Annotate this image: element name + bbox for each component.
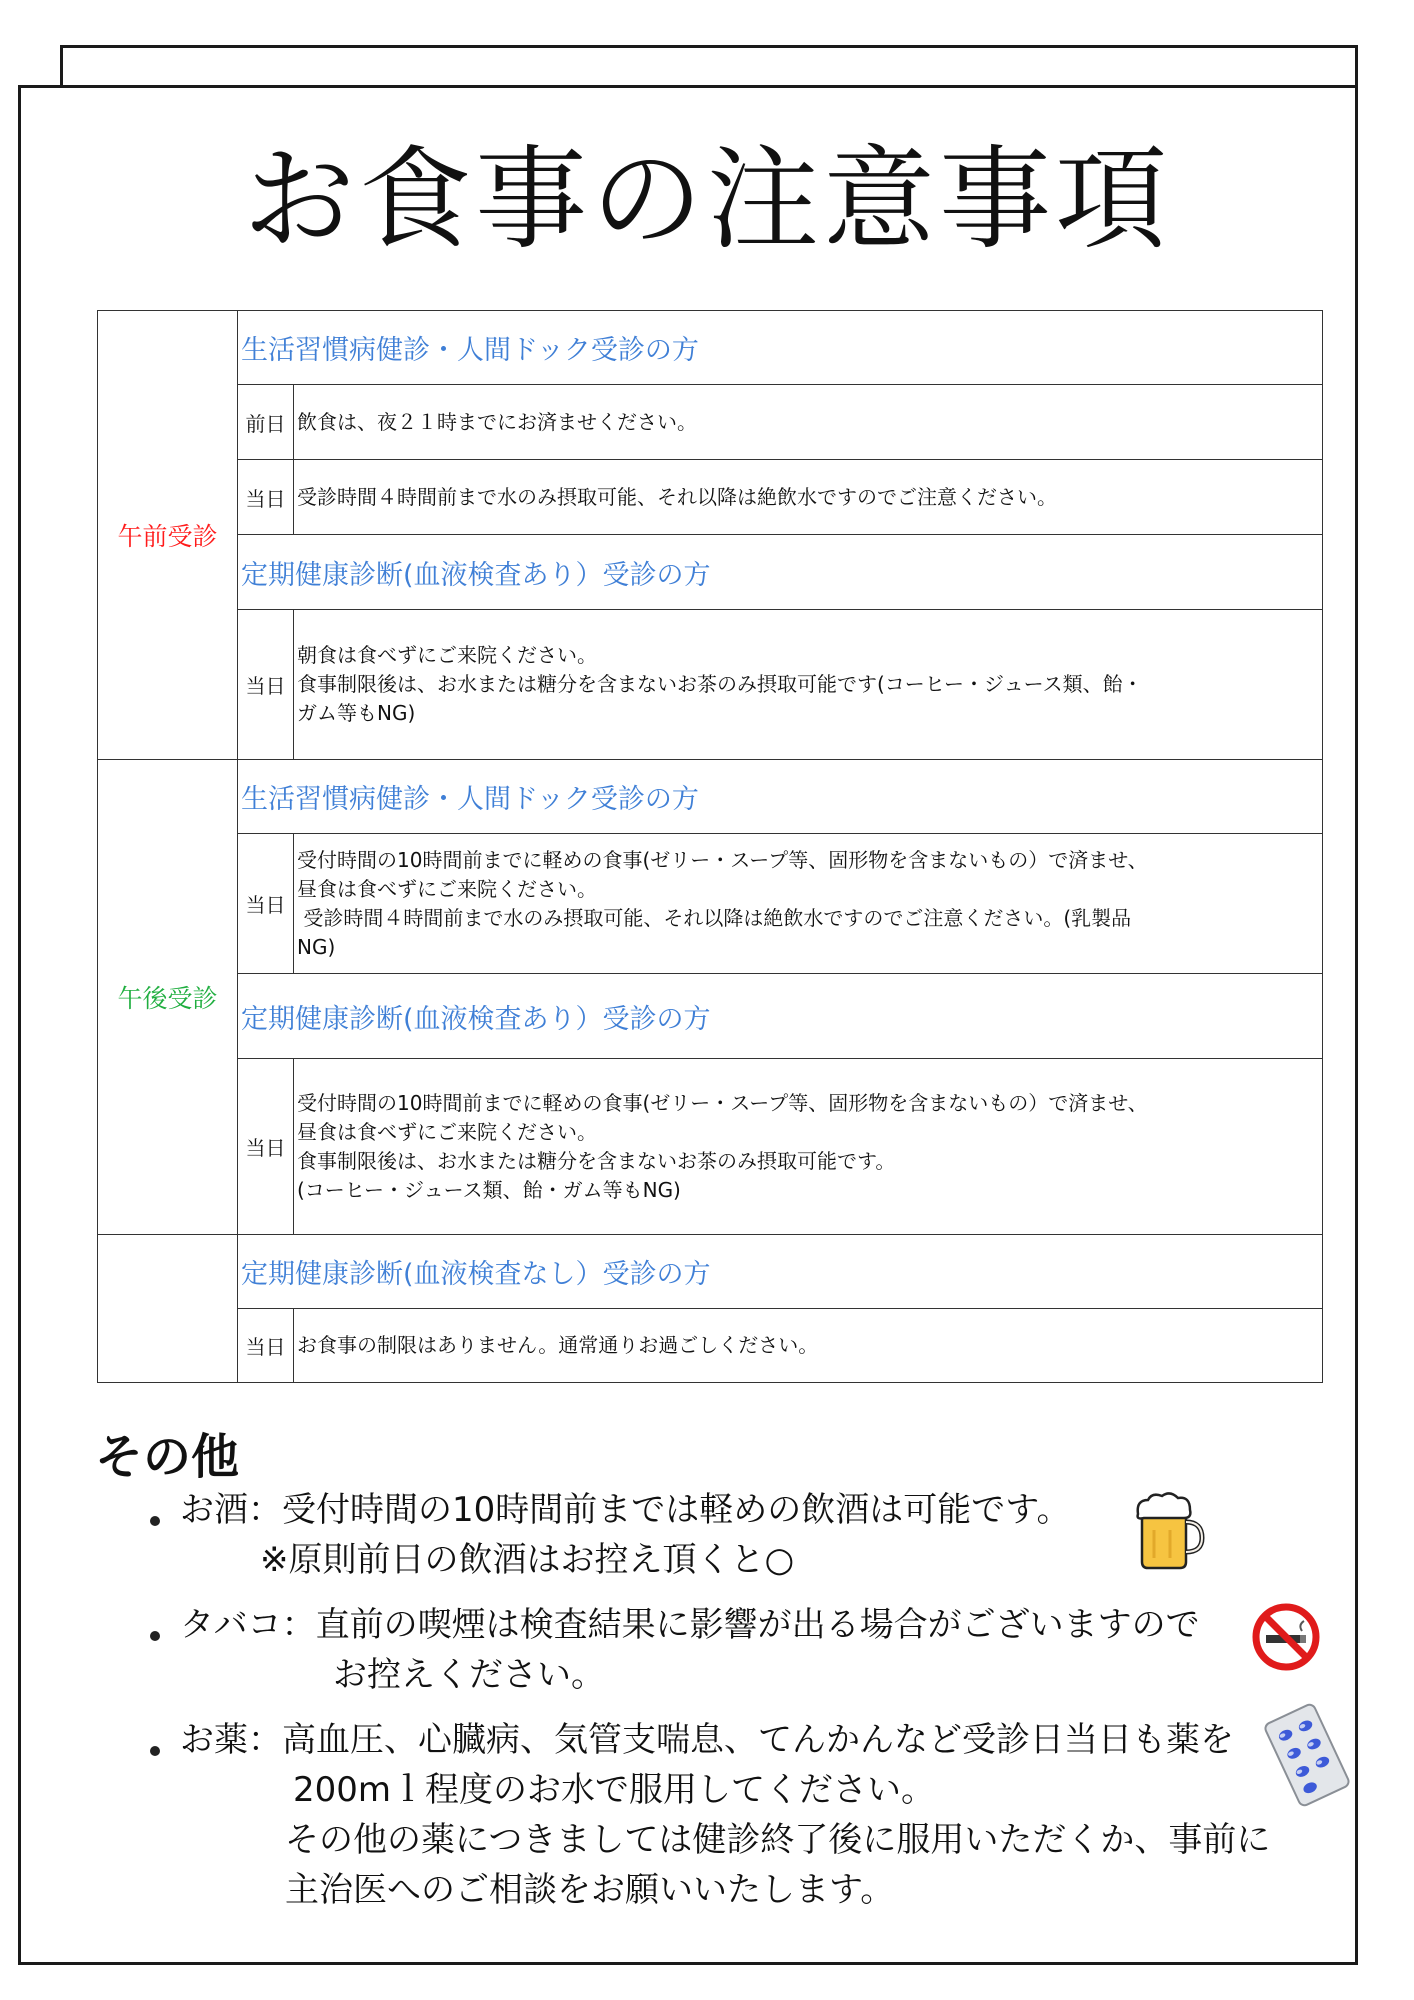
instruction-text: 朝食は食べずにご来院ください。 食事制限後は、お水または糖分を含まないお茶のみ摂取可能です(コーヒー・ジュース類、飴・ ガム等もNG) (294, 610, 1323, 760)
section-heading-row (98, 311, 1323, 385)
table-row (98, 1309, 1323, 1383)
day-label: 当日 (238, 460, 294, 535)
instruction-text: 受診時間４時間前まで水のみ摂取可能、それ以降は絶飲水ですのでご注意ください。 (294, 460, 1323, 535)
instruction-text: 受付時間の10時間前までに軽めの食事(ゼリー・スープ等、固形物を含まないもの）で済ませ、 昼食は食べずにご来院ください。 食事制限後は、お水または糖分を含まないお茶のみ摂取可能です。 (コーヒー・ジュース類、飴・ガム等もNG) (294, 1059, 1323, 1235)
day-label: 前日 (238, 385, 294, 460)
instruction-text: 受付時間の10時間前までに軽めの食事(ゼリー・スープ等、固形物を含まないもの）で済ませ、 昼食は食べずにご来院ください。 受診時間４時間前まで水のみ摂取可能、それ以降は絶飲水ですのでご注意ください。(乳製品 NG) (294, 834, 1323, 974)
table-row (98, 1059, 1323, 1235)
group-label-afternoon: 午後受診 (98, 760, 238, 1235)
section-heading: 定期健康診断(血液検査なし）受診の方 (238, 1235, 1323, 1309)
pill-blister-icon (1262, 1700, 1352, 1810)
medicine-line-3: その他の薬につきましては健診終了後に服用いただくか、事前に (285, 1820, 1271, 1860)
tobacco-line-2: お控えください。 (333, 1655, 605, 1695)
day-label: 当日 (238, 834, 294, 974)
table-row (98, 460, 1323, 535)
table-row (98, 834, 1323, 974)
section-heading-row (98, 974, 1323, 1059)
section-heading-row (98, 535, 1323, 610)
page-title: お食事の注意事項 (243, 135, 1171, 265)
table-row (98, 385, 1323, 460)
instruction-text: お食事の制限はありません。通常通りお過ごしください。 (294, 1309, 1323, 1383)
section-heading-row (98, 760, 1323, 834)
no-smoking-icon (1252, 1603, 1320, 1671)
instruction-text: 飲食は、夜２１時までにお済ませください。 (294, 385, 1323, 460)
section-heading: 定期健康診断(血液検査あり）受診の方 (238, 535, 1323, 610)
section-heading: 定期健康診断(血液検査あり）受診の方 (238, 974, 1323, 1059)
medicine-line-2: 200mｌ程度のお水で服用してください。 (293, 1770, 936, 1810)
tobacco-line-1: タバコ：直前の喫煙は検査結果に影響が出る場合がございますので (180, 1605, 1200, 1645)
alcohol-line-1: お酒：受付時間の10時間前までは軽めの飲酒は可能です。 (180, 1490, 1071, 1530)
section-heading: 生活習慣病健診・人間ドック受診の方 (238, 311, 1323, 385)
bullet (150, 1746, 160, 1756)
day-label: 当日 (238, 1309, 294, 1383)
group-label-morning: 午前受診 (98, 311, 238, 760)
section-heading: 生活習慣病健診・人間ドック受診の方 (238, 760, 1323, 834)
section-heading-row (98, 1235, 1323, 1309)
day-label: 当日 (238, 610, 294, 760)
day-label: 当日 (238, 1059, 294, 1235)
bullet (150, 1631, 160, 1641)
table-row (98, 610, 1323, 760)
group-label-empty (98, 1235, 238, 1383)
meal-instructions-table (97, 310, 1323, 1383)
other-heading: その他 (95, 1429, 240, 1485)
medicine-line-1: お薬：高血圧、心臓病、気管支喘息、てんかんなど受診日当日も薬を (180, 1720, 1234, 1760)
medicine-line-4: 主治医へのご相談をお願いいたします。 (285, 1870, 895, 1910)
alcohol-line-2: ※原則前日の飲酒はお控え頂くと○ (260, 1540, 795, 1580)
bullet (150, 1516, 160, 1526)
beer-mug-icon (1130, 1490, 1208, 1572)
